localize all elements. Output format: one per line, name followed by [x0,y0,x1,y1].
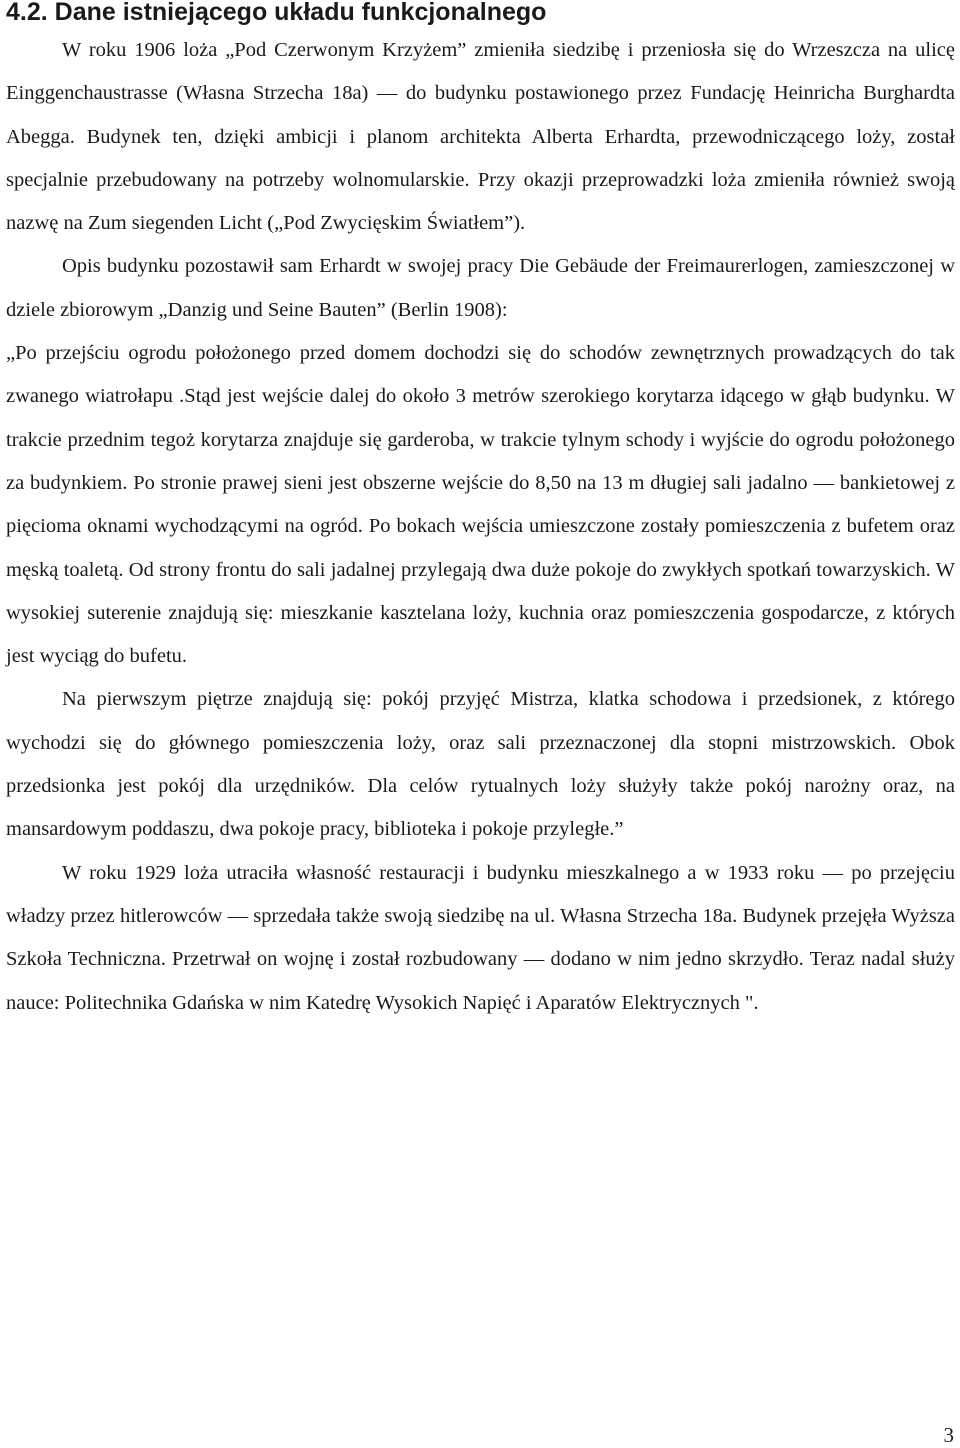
paragraph-relocation: W roku 1906 loża „Pod Czerwonym Krzyżem” zmieniła siedzibę i przeniosła się do Wrzeszcza na ulicę Einggenchaustrasse (Własna Strzecha 18a) — do budynku postawionego przez Fundację Heinricha Burghardta Abegga. Budynek ten, dzięki ambicji i planom architekta Alberta Erhardta, przewodniczącego loży, został specjalnie przebudowany na potrzeby wolnomularskie. Przy okazji przeprowadzki loża zmieniła również swoją nazwę na Zum siegenden Licht („Pod Zwycięskim Światłem”). [6,39,955,235]
paragraph-quote-first-floor: Na pierwszym piętrze znajdują się: pokój przyjęć Mistrza, klatka schodowa i przedsionek, z którego wychodzi się do głównego pomieszczenia loży, oraz sali przeznaczonej dla stopni mistrzowskich. Obok przedsionka jest pokój dla urzędników. Dla celów rytualnych loży służyły także pokój narożny oraz, na mansardowym poddaszu, dwa pokoje pracy, biblioteka i pokoje przyległe.” [6,688,955,841]
section-heading: 4.2. Dane istniejącego układu funkcjonalnego [6,0,547,26]
page-number: 3 [943,1423,954,1447]
paragraph-quote-ground-floor: „Po przejściu ogrodu położonego przed domem dochodzi się do schodów zewnętrznych prowadzących do tak zwanego wiatrołapu .Stąd jest wejście dalej do około 3 metrów szerokiego korytarza idącego w głąb budynku. W trakcie przednim tegoż korytarza znajduje się garderoba, w trakcie tylnym schody i wyjście do ogrodu położonego za budynkiem. Po stronie prawej sieni jest obszerne wejście do 8,50 na 13 m długiej sali jadalno — bankietowej z pięcioma oknami wychodzącymi na ogród. Po bokach wejścia umieszczone zostały pomieszczenia z bufetem oraz męską toaletą. Od strony frontu do sali jadalnej przylegają dwa duże pokoje do zwykłych spotkań towarzyskich. W wysokiej suterenie znajdują się: mieszkanie kasztelana loży, kuchnia oraz pomieszczenia gospodarcze, z których jest wyciąg do bufetu. [6,342,955,668]
paragraph-building-description-intro: Opis budynku pozostawił sam Erhardt w swojej pracy Die Gebäude der Freimaurerlogen, zamieszczonej w dziele zbiorowym „Danzig und Seine Bauten” (Berlin 1908): [6,255,955,321]
paragraph-later-history: W roku 1929 loża utraciła własność restauracji i budynku mieszkalnego a w 1933 roku — po przejęciu władzy przez hitlerowców — sprzedała także swoją siedzibę na ul. Własna Strzecha 18a. Budynek przejęła Wyższa Szkoła Techniczna. Przetrwał on wojnę i został rozbudowany — dodano w nim jedno skrzydło. Teraz nadal służy nauce: Politechnika Gdańska w nim Katedrę Wysokich Napięć i Aparatów Elektrycznych ". [6,861,955,1014]
body-text [6,29,955,1025]
